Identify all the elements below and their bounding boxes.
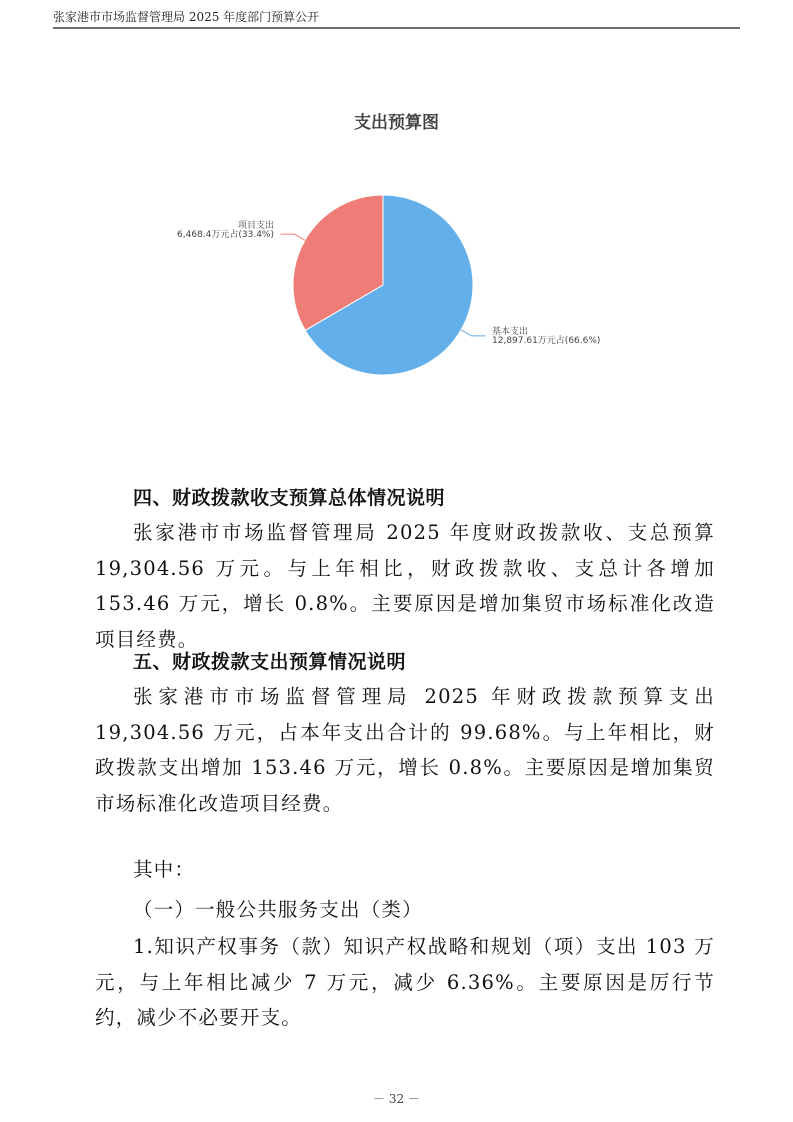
pie-leader-line-project xyxy=(281,234,305,240)
section-heading-4: 四、财政拨款收支预算总体情况说明 xyxy=(133,487,446,509)
page-number: － 32 － xyxy=(373,1092,420,1106)
pie-label-project xyxy=(172,222,274,240)
document-header: 张家港市市场监督管理局 2025 年度部门预算公开 xyxy=(53,10,320,24)
section-5-paragraph-1: 张家港市市场监督管理局 2025 年财政拨款预算支出 19,304.56 万元，占本年支出合计的 99.68%。与上年相比，财政拨款支出增加 153.46 万元，增长 0.8%。主要原因是增加集贸市场标准化改造项目经费。 xyxy=(95,685,715,815)
section-5-paragraph-3: 1.知识产权事务（款）知识产权战略和规划（项）支出 103 万元，与上年相比减少 7 万元，减少 6.36%。主要原因是厉行节约，减少不必要开支。 xyxy=(95,935,715,1029)
expenditure-pie-chart xyxy=(0,0,793,420)
pie-label-project-value: 6,468.4万元占(33.4%) xyxy=(177,230,274,240)
section-5-subheading: （一）一般公共服务支出（类） xyxy=(133,898,423,921)
section-5-paragraph-2: 其中： xyxy=(133,858,196,881)
pie-label-basic xyxy=(492,328,600,346)
pie-label-project-name: 项目支出 xyxy=(237,221,274,231)
section-4-paragraph: 张家港市市场监督管理局 2025 年度财政拨款收、支总预算 19,304.56 万元。与上年相比，财政拨款收、支总计各增加 153.46 万元，增长 0.8%。主要原因是增加集贸市场标准化改造项目经费。 xyxy=(95,521,715,651)
pie-svg xyxy=(0,0,793,420)
pie-label-basic-value: 12,897.61万元占(66.6%) xyxy=(492,336,601,346)
pie-label-basic-name: 基本支出 xyxy=(492,327,529,337)
section-heading-5: 五、财政拨款支出预算情况说明 xyxy=(133,651,407,673)
pie-leader-line-basic xyxy=(461,330,485,336)
chart-title: 支出预算图 xyxy=(354,113,439,133)
